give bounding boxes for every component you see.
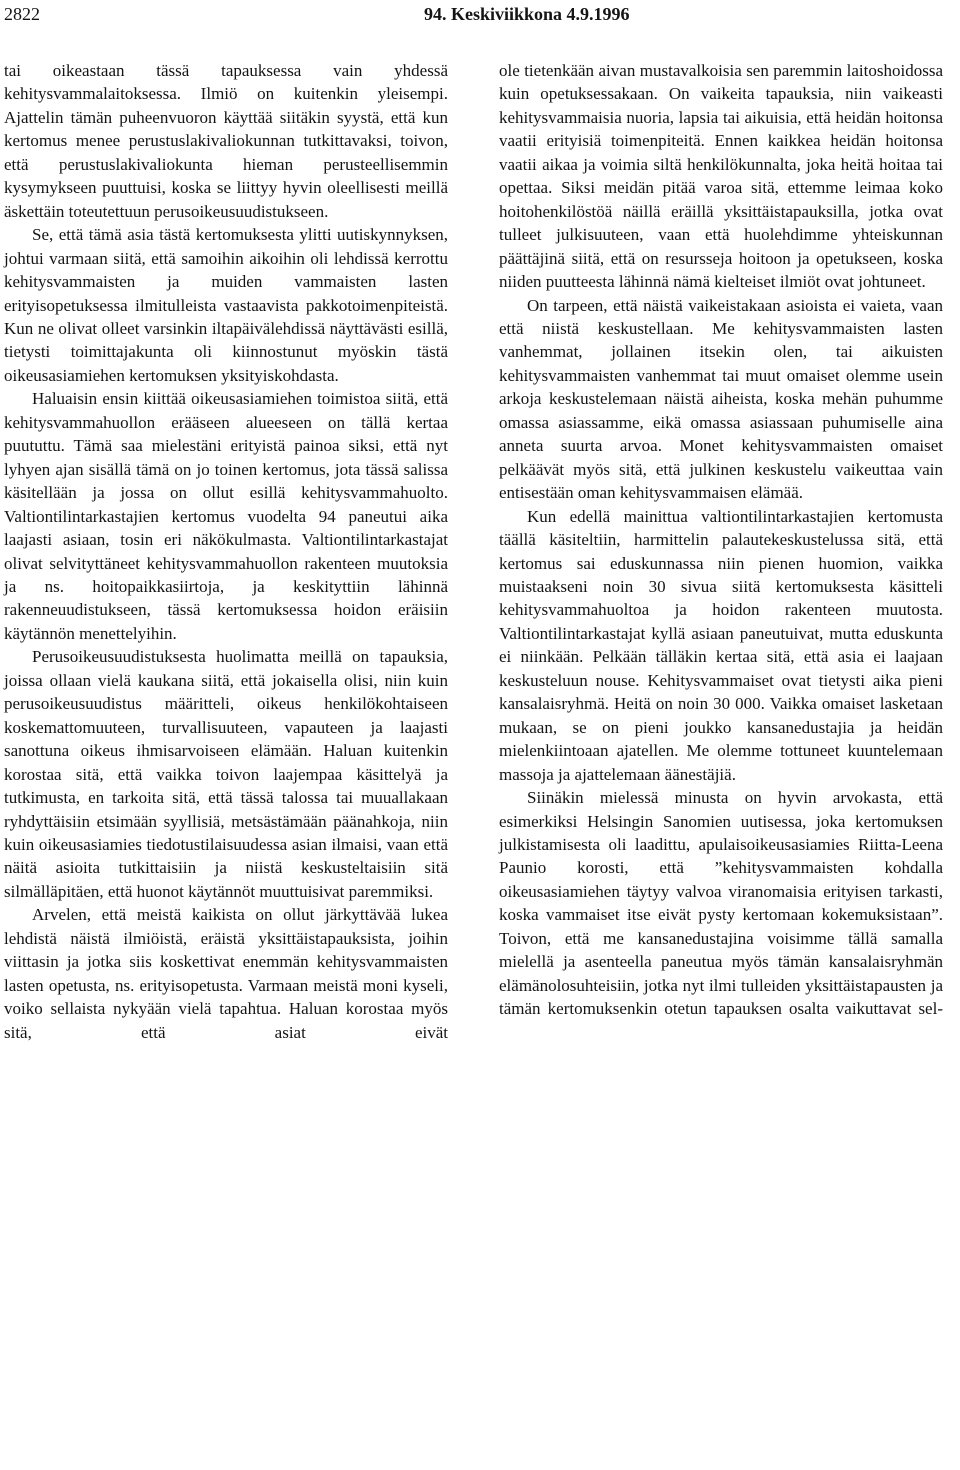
paragraph: ole tietenkään aivan mustavalkoisia sen paremmin laitoshoidossa kuin opetuksessakaan. On vaikeita tapauksia, niin vaikeasti kehitysvammaisia nuoria, lapsia tai aikuisia, että heidän hoitonsa vaatii erityisiä toimenpiteitä. Ennen kaikkea heidän hoitonsa vaatii aikaa ja voimia siltä henkilökunnalta, joka heitä hoitaa tai opettaa. Siksi meidän pitää varoa sitä, ettemme leimaa koko hoitohenkilöstöä näillä eräillä yksittäistapauksilla, jotka ovat tulleet julkisuuteen, vaan että huolehdimme yhteiskunnan päättäjinä siitä, että on resursseja hoitoon ja opetukseen, koska niiden puutteesta lähinnä nämä kielteiset ilmiöt ovat johtuneet. [499, 61, 943, 292]
right-column [499, 59, 943, 1021]
paragraph: tai oikeastaan tässä tapauksessa vain yhdessä kehitysvammalaitoksessa. Ilmiö on kuitenkin yleisempi. Ajattelin tämän puheenvuoron käyttää siitäkin syystä, että kun kertomus menee perustuslakivaliokunnan tutkittavaksi, toivon, että perustuslakivaliokunta hieman perusteellisemmin kysymykseen puuttuisi, koska se liittyy hyvin oleellisesti meillä äskettäin toteutettuun perusoikeusuudistukseen. [4, 61, 448, 221]
paragraph: Arvelen, että meistä kaikista on ollut järkyttävää lukea lehdistä näistä ilmiöistä, eräistä yksittäistapauksista, joihin viittasin ja jotka siis koskettivat enemmän kehitysvammaisten lasten opetusta, ns. erityisopetusta. Varmaan meistä moni kyseli, voiko sellaista nykyään vielä tapahtua. Haluan korostaa myös sitä, että asiat eivät [4, 905, 448, 1042]
left-column [4, 59, 448, 1044]
paragraph: Kun edellä mainittua valtiontilintarkastajien kertomusta täällä käsiteltiin, harmittelin palautekeskustelussa sitä, että kertomus sai eduskunnassa niin pienen huomion, vaikka muistaakseni noin 30 sivua siitä kertomuksesta käsitteli kehitysvammahuoltoa ja hoidon rakenteen muutosta. Valtiontilintarkastajat kyllä asiaan paneutuivat, mutta eduskunta ei niinkään. Pelkään tälläkin kertaa sitä, että asia ei laajaan keskusteluun nouse. Kehitysvammaiset ovat tietysti aika pieni kansalaisryhmä. Heitä on noin 30 000. Vaikka omaiset lasketaan mukaan, se on pieni joukko kansanedustajia ja heidän mielenkiintoaan ajatellen. Me olemme tottuneet kuuntelemaan massoja ja ajattelemaan äänestäjiä. [499, 506, 943, 784]
paragraph: Se, että tämä asia tästä kertomuksesta ylitti uutiskynnyksen, johtui varmaan siitä, että samoihin aikoihin oli lehdissä kerrottu kehitysvammaisten ja muiden vammaisten lasten erityisopetuksessa ilmitulleista vastaavista pakkotoimenpiteistä. Kun ne olivat olleet varsinkin iltapäivälehdissä näyttävästi esillä, tietysti toimittajakunta oli kiinnostunut myöskin tästä oikeusasiamiehen kertomuksen yksityiskohdasta. [4, 225, 448, 385]
paragraph: Perusoikeusuudistuksesta huolimatta meillä on tapauksia, joissa ollaan vielä kaukana siitä, että jokaisella olisi, niin kuin perusoikeusuudistus määritteli, oikeus henkilökohtaiseen koskemattomuuteen, turvallisuuteen, vapauteen ja laajasti sanottuna oikeus ihmisarvoiseen elämään. Haluan kuitenkin korostaa sitä, että vaikka toivon laajempaa käsittelyä ja tutkimusta, en tarkoita sitä, että tässä talossa tai muuallakaan ryhdyttäisiin etsimään syyllisiä, metsästämään päänahkoja, niin kuin oikeusasiamies tiedotustilaisuudessa asian ilmaisi, vaan että näitä asioita tutkittaisiin ja niistä keskusteltaisiin sitä silmälläpitäen, että huonot käytännöt muuttuisivat paremmiksi. [4, 647, 448, 901]
paragraph: Siinäkin mielessä minusta on hyvin arvokasta, että esimerkiksi Helsingin Sanomien uutisessa, joka kertomuksen julkistamisesta oli laadittu, apulaisoikeusasiamies Riitta-Leena Paunio korosti, että ”kehitysvammaisten kohdalla oikeusasiamiehen täytyy valvoa viranomaisia erityisen tarkasti, koska vammaiset itse eivät pysty kertomaan kokemuksistaan”. Toivon, että me kansanedustajina voisimme tällä samalla mielellä ja asenteella paneutua myös tämän kansalaisryhmän elämänolosuhteisiin, jotka nyt ilmi tulleiden yksittäistapausten ja tämän kertomuksenkin otetun tapauksen osalta vaikuttavat sel- [499, 788, 943, 1019]
page-number: 2822 [4, 4, 40, 24]
session-date: 94. Keskiviikkona 4.9.1996 [424, 4, 630, 24]
page-header [0, 2, 960, 32]
paragraph: On tarpeen, että näistä vaikeistakaan asioista ei vaieta, vaan että niistä keskustellaan. Me kehitysvammaisten lasten vanhemmat, jollainen itsekin olen, tai aikuisten kehitysvammaisten vanhemmat tai muut omaiset olemme usein arkoja keskustelemaan näistä aiheista, koska mehän puhumme omassa asiassamme, eikä omassa asiassaan puhumiselle aina anneta suurta arvoa. Monet kehitysvammaisten omaiset pelkäävät myös sitä, että julkinen keskustelu vaikeuttaa vain entisestään oman kehitysvammaisen elämää. [499, 295, 943, 503]
paragraph: Haluaisin ensin kiittää oikeusasiamiehen toimistoa siitä, että kehitysvammahuollon erääseen alueeseen on tällä kertaa puututtu. Tämä saa mielestäni erityistä painoa siksi, että nyt lyhyen ajan sisällä tämä on jo toinen kertomus, jota tässä salissa käsitellään ja jossa on ollut esillä kehitysvammahuolto. Valtiontilintarkastajien kertomus vuodelta 94 paneutui aika laajasti asiaan, tosin eri näkökulmasta. Valtiontilintarkastajat olivat selvityttäneet kehitysvammahuollon rakenteen muutoksia ja ns. hoitopaikkasiirtoja, ja keskityttiin lähinnä rakenneuudistukseen, tässä kertomuksessa hoidon eräisiin käytännön menettelyihin. [4, 389, 448, 643]
